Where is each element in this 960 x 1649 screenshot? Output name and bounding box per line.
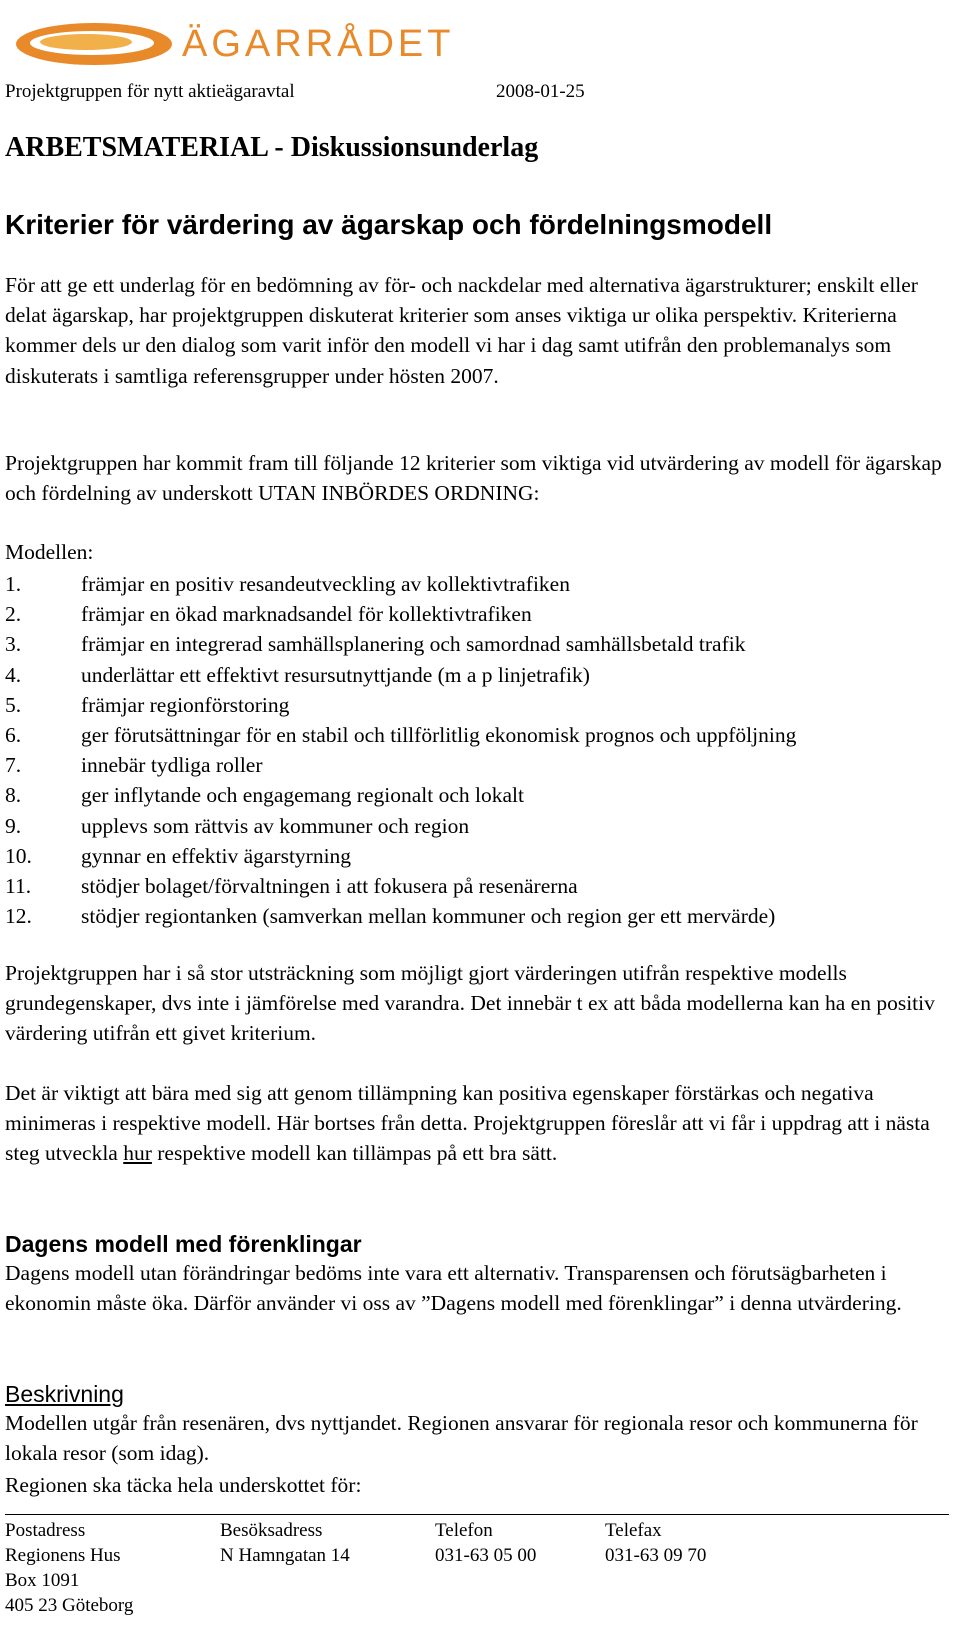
- underlined-word: hur: [123, 1141, 152, 1166]
- list-item-number: 5.: [5, 692, 22, 717]
- list-item-number: 12.: [5, 904, 32, 929]
- list-item-text: främjar en integrerad samhällsplanering och samordnad samhällsbetald trafik: [81, 632, 746, 657]
- list-item-text: gynnar en effektiv ägarstyrning: [81, 843, 352, 868]
- list-item: [5, 901, 796, 931]
- list-item: [5, 599, 796, 629]
- list-item: [5, 750, 796, 780]
- footer-phone: 031-63 05 00: [435, 1545, 537, 1566]
- list-item-text: stödjer bolaget/förvaltningen i att fokusera på resenärerna: [81, 874, 578, 899]
- list-item-text: ger inflytande och engagemang regionalt och lokalt: [81, 783, 524, 808]
- list-item-number: 4.: [5, 662, 22, 687]
- list-item-text: ger förutsättningar för en stabil och tillförlitlig ekonomisk prognos och uppföljning: [81, 723, 797, 748]
- list-item-text: innebär tydliga roller: [81, 753, 263, 778]
- footer-visiting-address: N Hamngatan 14: [220, 1545, 350, 1566]
- list-item-number: 8.: [5, 783, 22, 808]
- list-item-number: 10.: [5, 843, 32, 868]
- footer-city-row: [5, 1593, 805, 1618]
- document-date: 2008-01-25: [496, 81, 585, 102]
- application-text-start: Det är viktigt att bära med sig att genom tillämpning kan positiva egenskaper förstärkas och negativa minimeras i respektive modell. Här bortses från detta. Projektgruppen föreslår att vi får i uppdrag att i nästa steg utveckla: [5, 1081, 930, 1166]
- section-heading-current-model: Dagens modell med förenklingar: [5, 1231, 362, 1257]
- main-heading: Kriterier för värdering av ägarskap och fördelningsmodell: [5, 209, 773, 240]
- list-item: [5, 871, 796, 901]
- logo-text: ÄGARRÅDET: [182, 23, 455, 65]
- footer-fax-label: Telefax: [605, 1520, 662, 1541]
- application-text-end: respektive modell kan tillämpas på ett bra sätt.: [151, 1141, 558, 1166]
- criteria-list: [5, 569, 796, 931]
- project-group-label: Projektgruppen för nytt aktieägaravtal: [5, 81, 295, 102]
- list-item: [5, 629, 796, 659]
- footer-box-row: [5, 1568, 805, 1593]
- list-item-number: 9.: [5, 813, 22, 838]
- current-model-paragraph: Dagens modell utan förändringar bedöms inte vara ett alternativ. Transparensen och förutsägbarheten i ekonomin måste öka. Därför använder vi oss av ”Dagens modell med förenklingar” i denna utvärdering.: [5, 1261, 902, 1316]
- model-label: Modellen:: [5, 540, 94, 564]
- list-item: [5, 720, 796, 750]
- intro-paragraph: För att ge ett underlag för en bedömning av för- och nackdelar med alternativa ägarstrukturer; enskilt eller delat ägarskap, har projektgruppen diskuterat kriterier som anses viktiga ur olika perspektiv. Kriterierna kommer dels ur den dialog som varit inför den modell vi har i dag samt utifrån den problemanalys som diskuterats i samtliga referensgrupper under hösten 2007.: [5, 273, 918, 388]
- footer-fax: 031-63 09 70: [605, 1545, 707, 1566]
- list-item-text: underlättar ett effektivt resursutnyttjande (m a p linjetrafik): [81, 662, 590, 687]
- footer-visiting-address-label: Besöksadress: [220, 1520, 323, 1541]
- logo-swoosh-icon: [14, 18, 174, 70]
- list-item-number: 7.: [5, 753, 22, 778]
- list-item: [5, 569, 796, 599]
- list-item-text: upplevs som rättvis av kommuner och region: [81, 813, 470, 838]
- agarradet-logo: [14, 14, 454, 70]
- list-item-text: främjar en ökad marknadsandel för kollektivtrafiken: [81, 602, 532, 627]
- list-item-number: 11.: [5, 874, 32, 899]
- work-material-title: ARBETSMATERIAL - Diskussionsunderlag: [5, 132, 539, 163]
- footer-postcode-city: 405 23 Göteborg: [5, 1595, 134, 1616]
- region-coverage-paragraph: Regionen ska täcka hela underskottet för:: [5, 1473, 362, 1497]
- footer-header-row: [5, 1518, 805, 1543]
- section-heading-description: Beskrivning: [5, 1381, 124, 1407]
- footer-postal-address: Regionens Hus: [5, 1545, 121, 1566]
- description-paragraph: Modellen utgår från resenären, dvs nyttjandet. Regionen ansvarar för regionala resor och kommunerna för lokala resor (som idag).: [5, 1411, 918, 1466]
- application-paragraph: [5, 1078, 955, 1169]
- list-item: [5, 841, 796, 871]
- footer: [5, 1518, 805, 1618]
- footer-value-row: [5, 1543, 805, 1568]
- footer-postal-address-label: Postadress: [5, 1520, 86, 1541]
- list-item: [5, 780, 796, 810]
- list-item: [5, 811, 796, 841]
- evaluation-paragraph: Projektgruppen har i så stor utsträckning som möjligt gjort värderingen utifrån respektive modells grundegenskaper, dvs inte i jämförelse med varandra. Det innebär t ex att båda modellerna kan ha en positiv värdering utifrån ett givet kriterium.: [5, 961, 935, 1046]
- list-item-number: 2.: [5, 602, 22, 627]
- footer-po-box: Box 1091: [5, 1570, 80, 1591]
- list-item: [5, 660, 796, 690]
- list-item-number: 1.: [5, 572, 22, 596]
- footer-divider: [5, 1514, 949, 1515]
- list-item-number: 6.: [5, 723, 22, 748]
- list-item-text: främjar en positiv resandeutveckling av kollektivtrafiken: [81, 572, 570, 596]
- criteria-intro-paragraph: Projektgruppen har kommit fram till följande 12 kriterier som viktiga vid utvärdering av modell för ägarskap och fördelning av underskott UTAN INBÖRDES ORDNING:: [5, 451, 942, 506]
- list-item-text: främjar regionförstoring: [81, 692, 290, 717]
- list-item: [5, 690, 796, 720]
- footer-phone-label: Telefon: [435, 1520, 493, 1541]
- list-item-number: 3.: [5, 632, 22, 657]
- list-item-text: stödjer regiontanken (samverkan mellan kommuner och region ger ett mervärde): [81, 904, 776, 929]
